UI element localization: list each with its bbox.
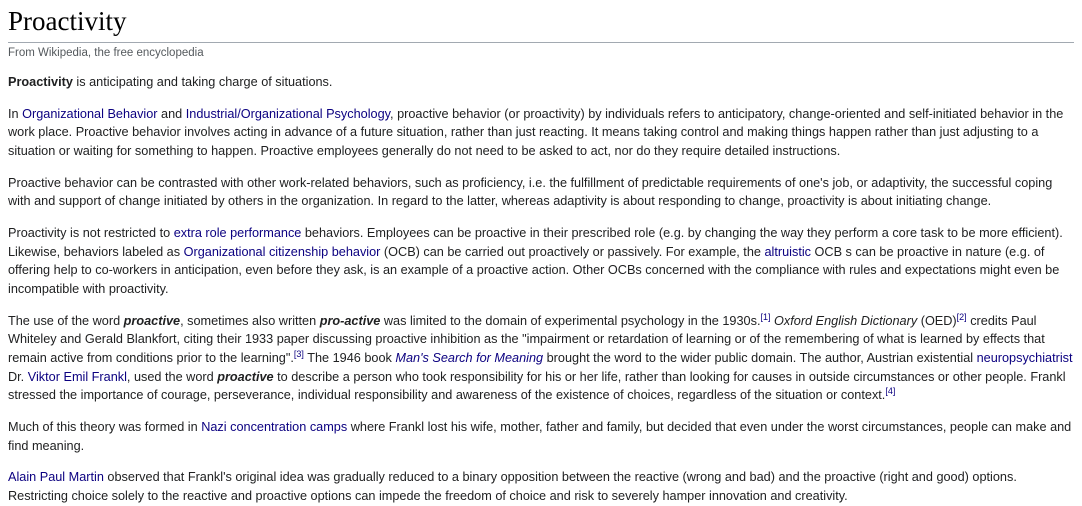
paragraph-roles [8,224,1074,299]
reference-3[interactable] [294,349,304,359]
reference-2[interactable] [957,312,967,322]
paragraph-lead [8,73,1074,92]
text-fragment: credits Paul Whiteley and Gerald Blankfort, citing their 1933 paper discussing proactive inhibition as the "impairment or retardation of learning or of the remembering of what is learned by effects that remain active from conditions prior to the learning". [8,313,1045,366]
text-fragment: , sometimes also written [180,313,320,328]
text-fragment: In [8,106,23,121]
paragraph-contrast [8,174,1074,211]
text-fragment: observed that Frankl's original idea was gradually reduced to a binary opposition between the reactive (wrong and bad) and the proactive (right and good) options. Restricting choice solely to the reactive and proactive options can impede the freedom of choice and risk to severely hamper innovation and creativity. [8,470,1017,504]
text-fragment: Much of this theory was formed in [8,420,202,435]
text-fragment: Proactive behavior can be contrasted with other work-related behaviors, such as proficiency, i.e. the fulfillment of predictable requirements of one's job, or adaptivity, the successful coping with and support of change initiated by others in the organization. In regard to the latter, whereas adaptivity is about responding to change, proactivity is about initiating change. [8,175,1053,209]
lead-term: Proactivity [8,75,73,90]
text-fragment: , proactive behavior (or proactivity) by individuals refers to anticipatory, change-oriented and self-initiated behavior in the work place. Proactive behavior involves acting in advance of a future situation, rather than just reacting. It means taking control and making things happen rather than just adjusting to a situation or waiting for something to happen. Proactive employees generally do not need to be asked to act, nor do they require detailed instructions. [8,106,1064,159]
text-fragment: Proactivity is not restricted to [8,226,174,241]
reference-4[interactable] [885,386,895,396]
paragraph-definition [8,105,1074,161]
text-fragment: brought the word to the wider public domain. The author, Austrian existential [543,351,977,366]
reference-link[interactable]: [2] [956,311,967,322]
text-fragment: The use of the word [8,313,124,328]
link-altruistic[interactable]: altruistic [764,244,812,259]
text-fragment: (OED) [917,313,957,328]
emphasis-pro-active: pro-active [319,313,381,328]
reference-1[interactable] [760,312,770,322]
paragraph-martin [8,468,1074,505]
link-alain-paul-martin[interactable]: Alain Paul Martin [8,470,104,485]
link-viktor-emil-frankl[interactable]: Viktor Emil Frankl [27,369,127,384]
link-organizational-citizenship-behavior[interactable]: Organizational citizenship behavior [183,244,381,259]
site-subtitle: From Wikipedia, the free encyclopedia [8,47,204,60]
link-industrial-organizational-psychology[interactable]: Industrial/Organizational Psychology [185,106,391,121]
emphasis-proactive: proactive [123,313,181,328]
text-fragment: OCB s can be proactive in nature (e.g. of offering help to co-workers in anticipation, even before they ask, is an example of a proactive action. Other OCBs concerned with the compliance with rules and expectations might even be incompatible with proactivity. [8,244,1060,297]
text-fragment: was limited to the domain of experimental psychology in the 1930s. [380,313,761,328]
text-fragment: to describe a person who took responsibility for his or her life, rather than looking for causes in outside circumstances or other people. Frankl stressed the importance of courage, perseverance, individual responsibility and awareness of the existence of choices, regardless of the situation or context. [8,369,1066,403]
reference-link[interactable]: [4] [885,386,896,397]
text-fragment: The 1946 book [303,351,396,366]
text-fragment: where Frankl lost his wife, mother, father and family, but decided that even under the worst circumstances, people can make and find meaning. [8,420,1072,453]
link-mans-search-for-meaning[interactable]: Man's Search for Meaning [395,351,544,366]
lead-text: is anticipating and taking charge of situations. [72,75,333,90]
link-extra-role-performance[interactable]: extra role performance [173,226,302,241]
reference-link[interactable]: [1] [760,311,771,322]
page-title: Proactivity [8,6,1074,43]
paragraph-camps [8,418,1074,455]
reference-link[interactable]: [3] [293,348,304,359]
paragraph-etymology [8,312,1074,405]
emphasis-proactive-2: proactive [217,369,274,384]
text-fragment: Dr. [8,369,28,384]
text-fragment: (OCB) can be carried out proactively or passively. For example, the [380,244,765,259]
link-organizational-behavior[interactable]: Organizational Behavior [22,106,158,121]
cite-oxford-english-dictionary: Oxford English Dictionary [774,313,918,328]
text-fragment: behaviors. Employees can be proactive in their prescribed role (e.g. by changing the way they perform a core task to be more efficient). Likewise, behaviors labeled as [8,226,1063,259]
text-fragment: , used the word [126,369,218,384]
link-neuropsychiatrist[interactable]: neuropsychiatrist [976,351,1073,366]
link-nazi-concentration-camps[interactable]: Nazi concentration camps [201,420,348,435]
text-fragment: and [157,106,186,121]
